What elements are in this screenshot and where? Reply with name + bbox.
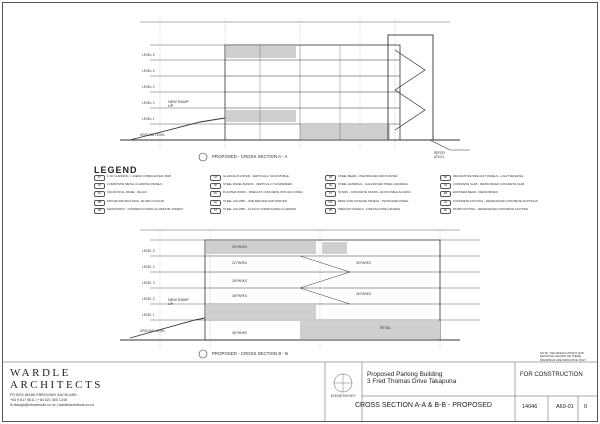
legend-text: STEEL COLUMN - CLAD IN CORRUGATED CLADDING bbox=[223, 206, 297, 211]
legend-code: CF bbox=[440, 200, 451, 206]
level-label-5-a: LEVEL 5 bbox=[142, 53, 155, 57]
legend-code: SF bbox=[440, 208, 451, 214]
logo-line-1: WARDLE bbox=[10, 367, 71, 379]
legend-column bbox=[440, 175, 550, 216]
section-a bbox=[120, 18, 470, 161]
legend-item bbox=[94, 183, 204, 189]
legend-text: PROJECTED BUILDING, SILVER COLOUR bbox=[107, 198, 164, 203]
level-label-3-a: LEVEL 3 bbox=[142, 85, 155, 89]
legend-code: ST bbox=[210, 208, 221, 214]
legend-item bbox=[440, 200, 550, 206]
contact-phone: +64 9 817 5611 | +64 021 300 1248 bbox=[10, 397, 67, 402]
retail-label: RETAIL bbox=[380, 326, 391, 330]
refer-label: REFER AT6.01 bbox=[434, 151, 445, 159]
legend-item bbox=[440, 183, 550, 189]
level-label-ground-a: GROUND LEVEL bbox=[140, 133, 165, 137]
legend-text: MESH FOR SIGNAGE PANELS - TENSIONED PANEL bbox=[338, 198, 409, 203]
legend-item bbox=[325, 183, 435, 189]
contact-address: PO BOX 80188 GREEN BAY AUCKLAND bbox=[10, 393, 77, 397]
contact-block bbox=[10, 393, 94, 408]
legend-text: COMPOSITE METAL CLADDING PANELS bbox=[107, 182, 163, 187]
level-label-ground-b: GROUND LEVEL bbox=[140, 329, 165, 333]
legend-text: EXPOSED BEAM - REINFORCED bbox=[453, 190, 498, 195]
legend-item bbox=[440, 175, 550, 181]
architect-logo bbox=[10, 368, 103, 391]
level-label-2-b: LEVEL 2 bbox=[142, 297, 155, 301]
new-ramp-label-a: NEW RAMP UP bbox=[168, 100, 189, 109]
legend-text: STRIP FOOTING - REINFORCED CONCRETE FOOTING bbox=[453, 206, 529, 211]
level-label-4-a: LEVEL 4 bbox=[142, 69, 155, 73]
revision-number: 0 bbox=[584, 404, 588, 410]
legend-code: SB bbox=[94, 208, 105, 214]
drawing-number: A60-01 bbox=[556, 404, 574, 410]
sheet-title: CROSS SECTION A-A & B-B - PROPOSED bbox=[355, 402, 492, 409]
level-label-1-b: LEVEL 1 bbox=[142, 313, 155, 317]
legend-item bbox=[94, 200, 204, 206]
level-label-4-b: LEVEL 4 bbox=[142, 265, 155, 269]
section-a-label: PROPOSED - CROSS SECTION A - A bbox=[212, 154, 288, 159]
legend-code: SC bbox=[210, 200, 221, 206]
legend-text: CONCRETE FOOTING - REINFORCED CONCRETE FOOTINGS bbox=[453, 198, 538, 203]
legend-text: STEEL HANDRAIL - GALVANISED STEEL HANDRAIL bbox=[338, 182, 409, 187]
section-b-label: PROPOSED - CROSS SECTION B - B bbox=[212, 351, 289, 356]
legend-column bbox=[325, 175, 435, 216]
contact-email: lh.tbaugh@cleanbreak.co.nz | wardlearchitects.co.nz bbox=[10, 402, 95, 407]
legend-code: GP bbox=[210, 175, 221, 181]
status-label: FOR CONSTRUCTION bbox=[520, 372, 583, 378]
parking-label: 28 PARKS bbox=[356, 292, 371, 296]
legend-text: STEEL COLUMN - ONE BRACED AND PAINTED bbox=[223, 198, 287, 203]
legend-item bbox=[325, 208, 435, 214]
section-b bbox=[120, 230, 480, 358]
legend-item bbox=[210, 175, 320, 181]
legend-code: CS bbox=[440, 183, 451, 189]
logo-line-2: ARCHITECTS bbox=[10, 378, 103, 391]
legend-code: FC bbox=[94, 175, 105, 181]
parking-label: 38 PARKS bbox=[232, 294, 247, 298]
legend-code: MS bbox=[325, 200, 336, 206]
legend-text: STAIRS - CONCRETE STAIRS, ADJUSTABLE ACCESS bbox=[338, 190, 411, 195]
legend-item bbox=[210, 183, 320, 189]
legend-item bbox=[325, 200, 435, 206]
project-title: Proposed Parking Building bbox=[367, 371, 443, 378]
legend-text: STEEL PANEL BLINDS - VERTICALLY SUSPENDED bbox=[223, 182, 292, 187]
legend-text: SOLID INFILL PANEL - BLACK bbox=[107, 190, 148, 195]
legend-text: PLANTER WORK - PRECAST CONCRETE WITH ED FINISH bbox=[223, 190, 303, 195]
legend-code: PP bbox=[325, 208, 336, 214]
legend-text: STEEL BEAM - ONE BRACED AND PAINTED bbox=[338, 174, 398, 178]
legend-item bbox=[94, 191, 204, 197]
drawing-note: NOTE: THE DESIGN INTENT AND DETAILING SHOWN ON THESE DRAWINGS ARE INDICATIVE ONLY bbox=[540, 351, 587, 362]
legend-item bbox=[440, 208, 550, 214]
legend-text: DECORATIVE PRECAST PANELS - LIGHT MESHING bbox=[453, 174, 524, 178]
legend-column bbox=[210, 175, 320, 216]
legend-item bbox=[210, 191, 320, 197]
legend-code: ST bbox=[325, 191, 336, 197]
legend-item bbox=[440, 191, 550, 197]
project-address: 3 Fred Thomas Drive Takapuna bbox=[367, 378, 457, 385]
level-label-3-b: LEVEL 3 bbox=[142, 281, 155, 285]
legend-code: SB bbox=[325, 175, 336, 181]
legend-column bbox=[94, 175, 204, 216]
new-ramp-label-b: NEW RAMP UP bbox=[168, 298, 189, 307]
legend-item bbox=[210, 200, 320, 206]
parking-label: 28 PARKS bbox=[232, 279, 247, 283]
elevation-key-label: ELEVATION KEY bbox=[331, 394, 356, 398]
parking-label: 22 PARKS bbox=[232, 261, 247, 265]
legend-text: PRECAST PANELS - FINE MACHINE GRADED bbox=[338, 206, 401, 211]
legend-text: SHOPFRONT - POWDER COATED ALUMINIUM JOINERY bbox=[107, 206, 184, 211]
legend-code: SH bbox=[325, 183, 336, 189]
legend-code: PB bbox=[94, 200, 105, 206]
legend-code: SP bbox=[210, 183, 221, 189]
legend-item bbox=[94, 208, 204, 214]
legend-text: CONCRETE SLAB - REINFORCED CONCRETE SLAB bbox=[453, 182, 525, 187]
legend-code: CP bbox=[94, 183, 105, 189]
job-number: 14046 bbox=[522, 404, 538, 410]
legend-code: PC bbox=[210, 191, 221, 197]
level-label-2-a: LEVEL 2 bbox=[142, 101, 155, 105]
legend-item bbox=[94, 175, 204, 181]
legend-code: DP bbox=[440, 175, 451, 181]
parking-label: 23 PARKS bbox=[232, 245, 247, 249]
legend-item bbox=[325, 191, 435, 197]
legend-item bbox=[210, 208, 320, 214]
legend-item bbox=[325, 175, 435, 181]
parking-label: 38 PARKS bbox=[232, 331, 247, 335]
legend-text: F-30 CLADDING - LINEAR CORRUGATED, 0MM bbox=[107, 174, 171, 178]
level-label-1-a: LEVEL 1 bbox=[142, 117, 155, 121]
parking-label: 28 PARKS bbox=[356, 261, 371, 265]
level-label-5-b: LEVEL 5 bbox=[142, 249, 155, 253]
legend-title: LEGEND bbox=[94, 165, 138, 175]
legend-code: SG bbox=[94, 191, 105, 197]
legend-text: GLAZING PLANTER - VERTICALLY ADJUSTABLE bbox=[223, 174, 289, 178]
legend-code: EB bbox=[440, 191, 451, 197]
